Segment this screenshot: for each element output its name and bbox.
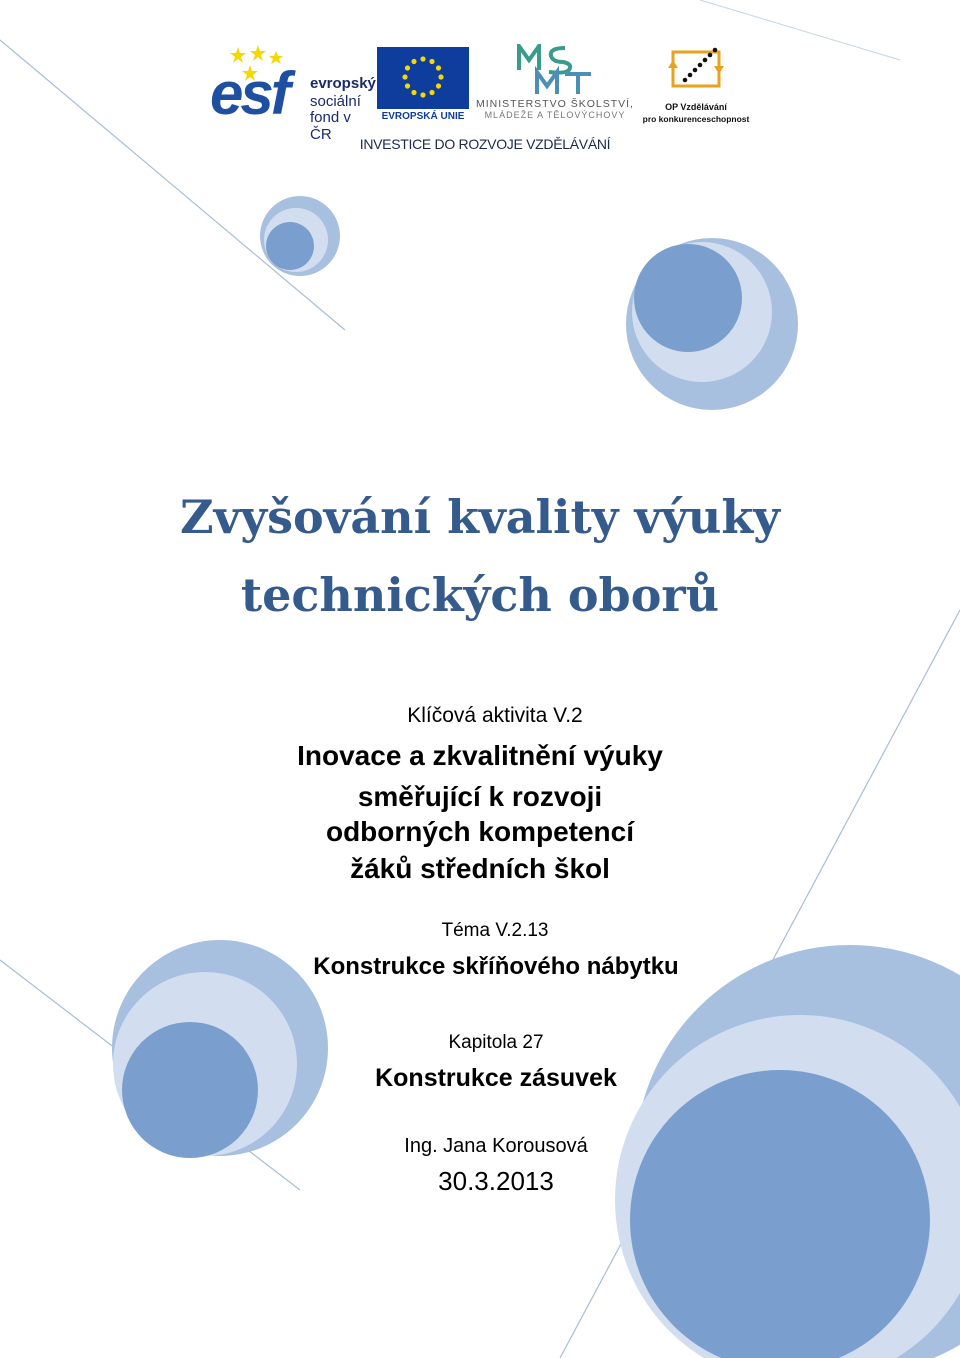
msmt-logo (475, 40, 635, 125)
esf-line2: sociální (310, 93, 361, 110)
date: 30.3.2013 (438, 1166, 554, 1196)
esf-line1: evropský (310, 75, 376, 92)
author: Ing. Jana Korousová (404, 1135, 588, 1157)
msmt-line2: MLÁDEŽE A TĚLOVÝCHOVY (484, 110, 626, 120)
msmt-line1: MINISTERSTVO ŠKOLSTVÍ, (476, 98, 634, 110)
topic-label: Téma V.2.13 (441, 920, 549, 941)
eu-flag-icon (377, 47, 469, 109)
eu-logo (377, 47, 469, 125)
topic-name: Konstrukce skříňového nábytku (313, 953, 679, 980)
activity-label: Klíčová aktivita V.2 (407, 704, 583, 727)
activity-desc-line1: Inovace a zkvalitnění výuky (297, 740, 663, 771)
main-title-line1: Zvyšování kvality výuky (180, 490, 780, 544)
op-line2: pro konkurenceschopnost (642, 114, 750, 124)
op-line1: OP Vzdělávání (665, 102, 727, 112)
eu-label: EVROPSKÁ UNIE (381, 111, 465, 122)
esf-wordmark: esf (210, 60, 288, 127)
activity-desc-line3: odborných kompetencí (325, 816, 635, 847)
main-title-line2: technických oborů (240, 568, 720, 622)
logo-strip (205, 40, 765, 160)
esf-logo (210, 45, 376, 143)
activity-desc-line4: žáků středních škol (350, 853, 610, 884)
decor-circle (630, 1070, 930, 1358)
esf-line3: fond v ČR (310, 109, 351, 143)
decor-circle (266, 222, 314, 270)
msmt-monogram-icon (515, 44, 595, 96)
chapter-label: Kapitola 27 (448, 1032, 544, 1053)
op-logo (641, 44, 751, 126)
op-emblem-icon (665, 44, 727, 94)
activity-desc-line2: směřující k rozvoji (357, 781, 603, 812)
investice-slogan: INVESTICE DO ROZVOJE VZDĚLÁVÁNÍ (359, 136, 611, 152)
chapter-name: Konstrukce zásuvek (375, 1064, 617, 1092)
decor-circle (634, 244, 742, 352)
